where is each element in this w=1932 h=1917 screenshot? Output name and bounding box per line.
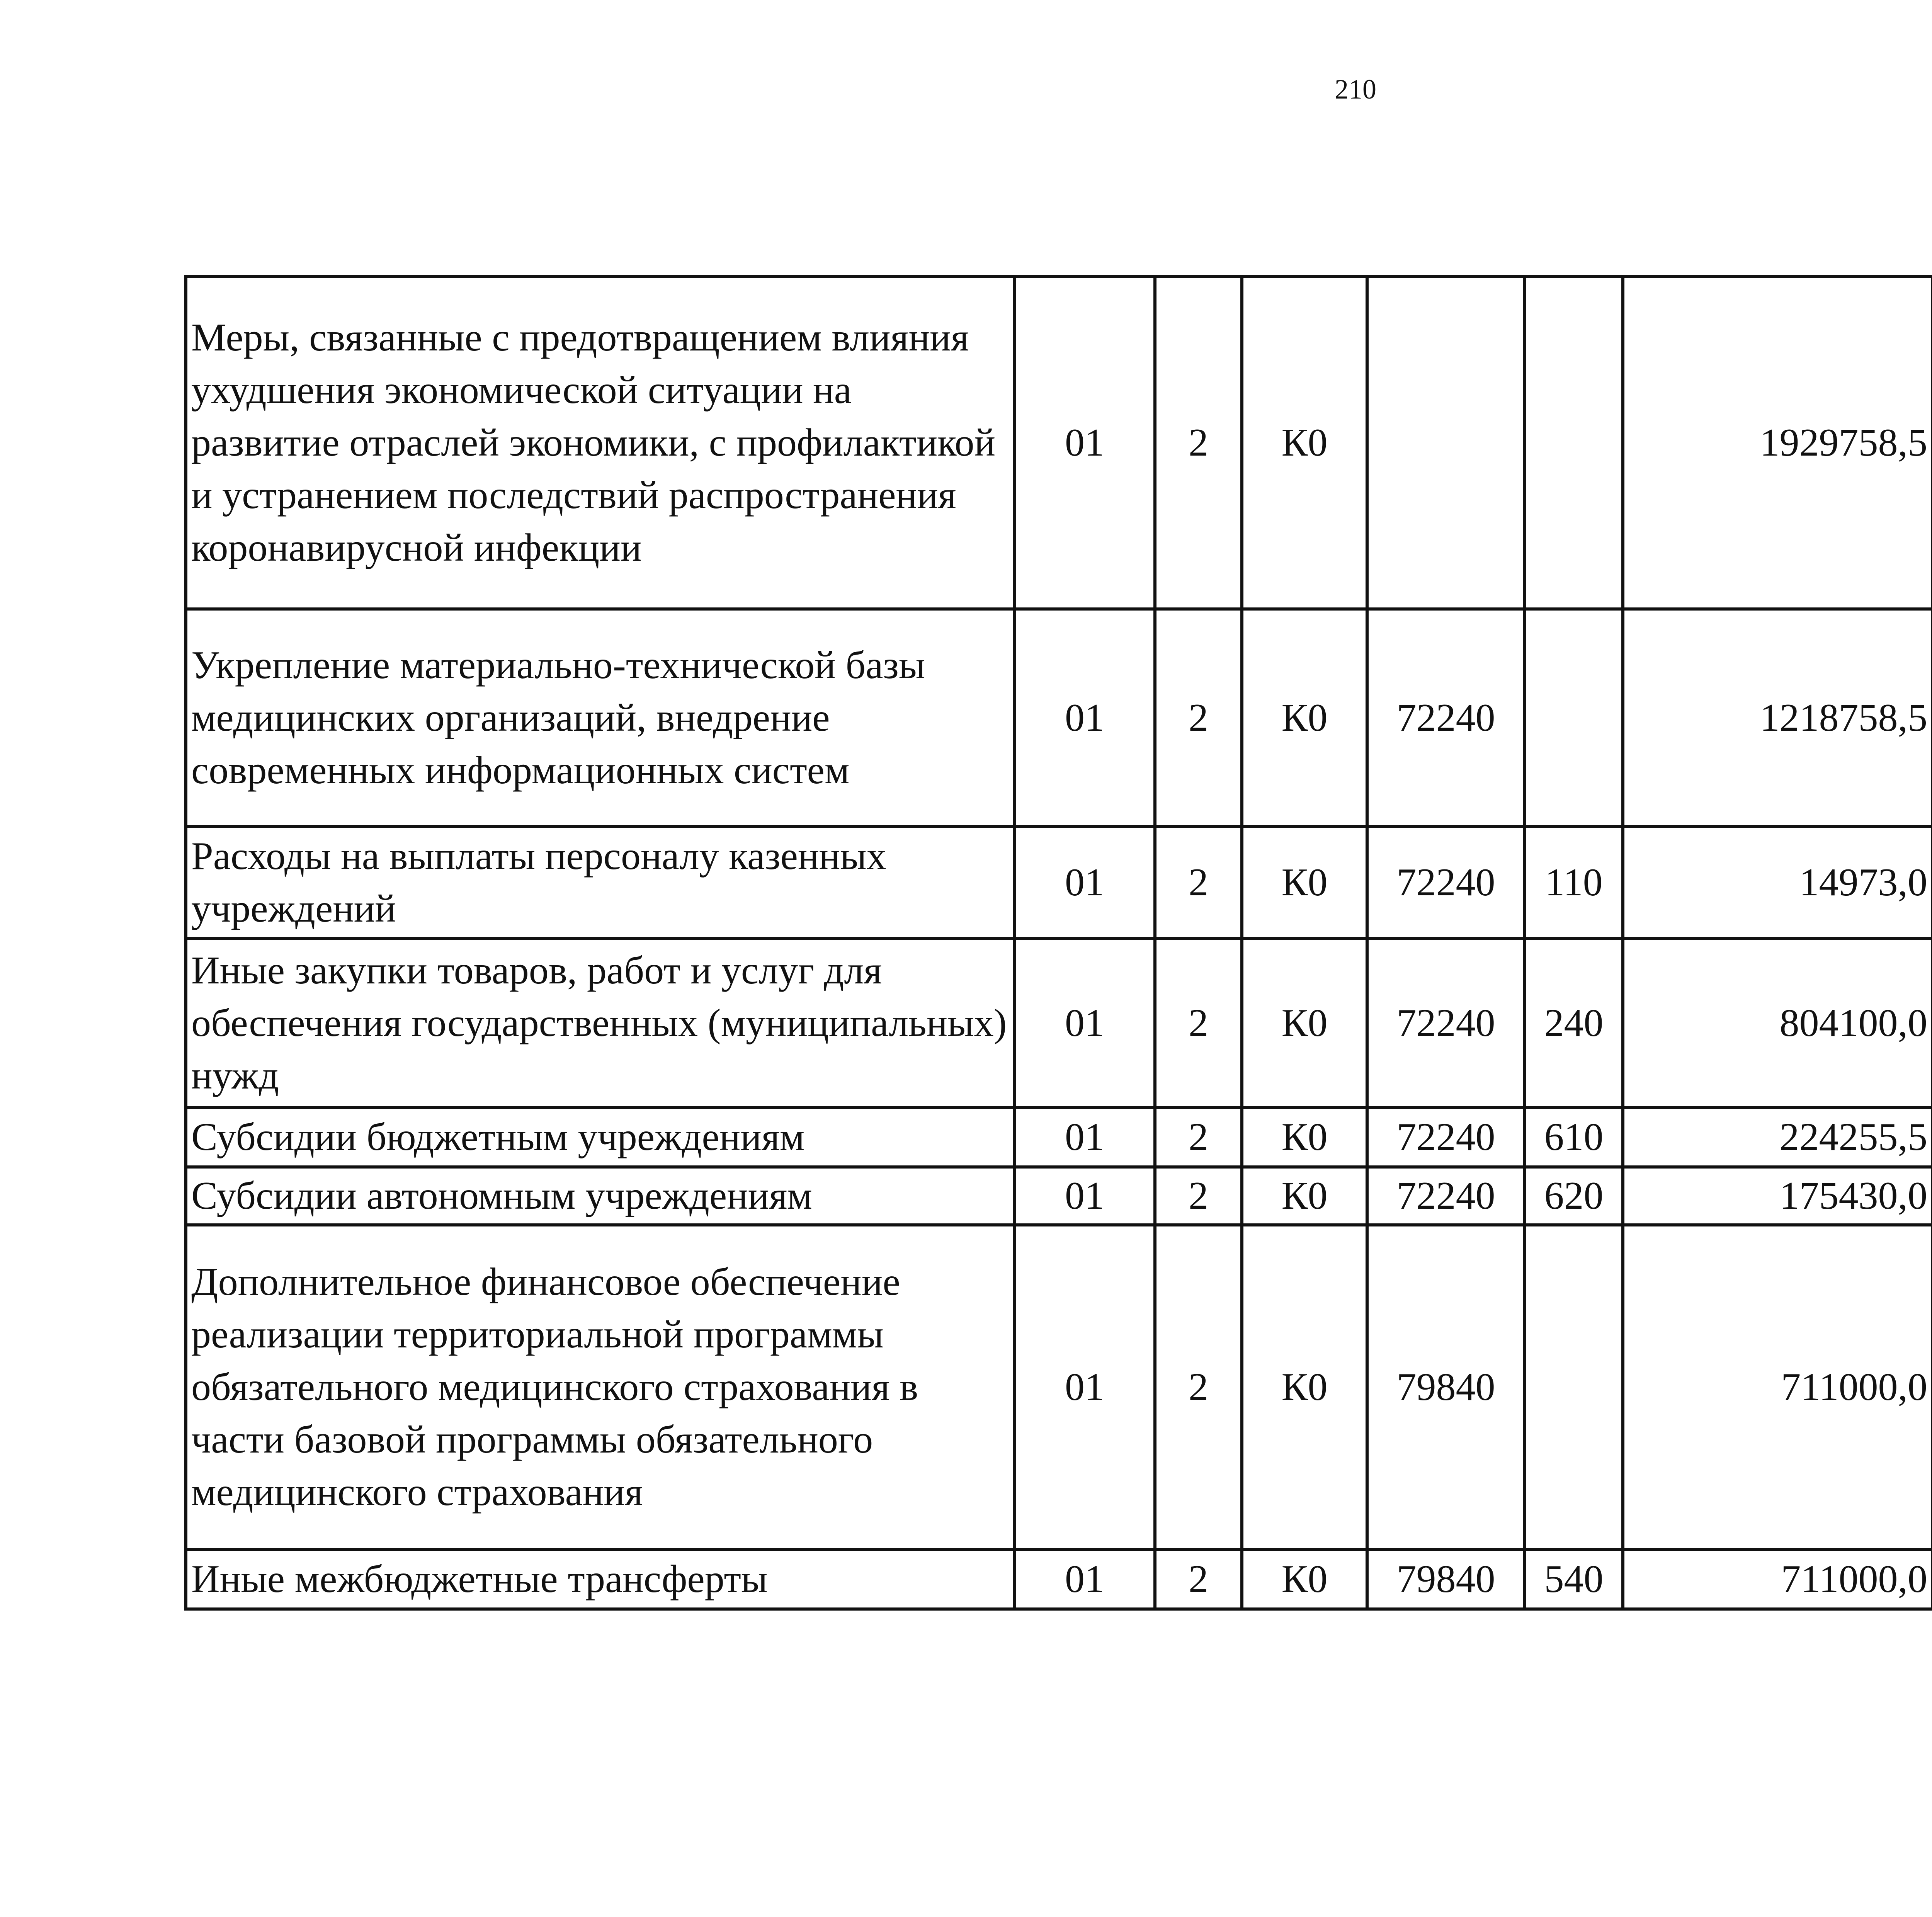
row-code-5: [1525, 277, 1623, 609]
row-code-3: К0: [1242, 1225, 1367, 1550]
row-code-3: К0: [1242, 939, 1367, 1107]
row-code-1: 01: [1014, 277, 1155, 609]
row-code-2: 2: [1155, 609, 1242, 827]
row-code-4: 72240: [1367, 939, 1525, 1107]
row-code-1: 01: [1014, 1550, 1155, 1609]
row-code-2: 2: [1155, 939, 1242, 1107]
row-amount: 711000,0: [1623, 1225, 1932, 1550]
row-name: Иные межбюджетные трансферты: [186, 1550, 1014, 1609]
row-code-5: 620: [1525, 1167, 1623, 1225]
table-row: [186, 1550, 1932, 1609]
row-code-4: 72240: [1367, 827, 1525, 939]
row-amount: 14973,0: [1623, 827, 1932, 939]
row-code-4: 72240: [1367, 609, 1525, 827]
row-code-2: 2: [1155, 1107, 1242, 1167]
row-code-2: 2: [1155, 1550, 1242, 1609]
row-amount: 1929758,5: [1623, 277, 1932, 609]
row-amount: 711000,0: [1623, 1550, 1932, 1609]
row-code-4: 79840: [1367, 1225, 1525, 1550]
table-row: [186, 1107, 1932, 1167]
row-code-1: 01: [1014, 1225, 1155, 1550]
row-code-2: 2: [1155, 1225, 1242, 1550]
row-code-3: К0: [1242, 827, 1367, 939]
row-code-1: 01: [1014, 827, 1155, 939]
row-code-1: 01: [1014, 1107, 1155, 1167]
row-code-1: 01: [1014, 609, 1155, 827]
row-name: Субсидии автономным учреждениям: [186, 1167, 1014, 1225]
row-code-5: [1525, 609, 1623, 827]
row-code-4: 79840: [1367, 1550, 1525, 1609]
row-code-4: 72240: [1367, 1107, 1525, 1167]
row-code-5: 240: [1525, 939, 1623, 1107]
row-name: Укрепление материально-технической базы медицинских организаций, внедрение современных информационных систем: [186, 609, 1014, 827]
row-code-2: 2: [1155, 827, 1242, 939]
row-code-3: К0: [1242, 277, 1367, 609]
row-name: Меры, связанные с предотвращением влияния ухудшения экономической ситуации на развитие отраслей экономики, с профилактикой и устранением последствий распространения коронавирусной инфекции: [186, 277, 1014, 609]
row-code-3: К0: [1242, 1550, 1367, 1609]
table-row: [186, 939, 1932, 1107]
table-row: [186, 1167, 1932, 1225]
row-code-3: К0: [1242, 609, 1367, 827]
table-row: [186, 1225, 1932, 1550]
row-name: Субсидии бюджетным учреждениям: [186, 1107, 1014, 1167]
row-amount: 1218758,5: [1623, 609, 1932, 827]
table-row: [186, 609, 1932, 827]
row-name: Иные закупки товаров, работ и услуг для обеспечения государственных (муниципальных) нужд: [186, 939, 1014, 1107]
table-row: [186, 277, 1932, 609]
row-code-2: 2: [1155, 1167, 1242, 1225]
row-code-5: 540: [1525, 1550, 1623, 1609]
row-name: Дополнительное финансовое обеспечение реализации территориальной программы обязательного медицинского страхования в части базовой программы обязательного медицинского страхования: [186, 1225, 1014, 1550]
page-number: 210: [1335, 74, 1376, 105]
row-name: Расходы на выплаты персоналу казенных учреждений: [186, 827, 1014, 939]
budget-table-body: [186, 277, 1932, 1609]
row-amount: 804100,0: [1623, 939, 1932, 1107]
row-code-4: 72240: [1367, 1167, 1525, 1225]
table-row: [186, 827, 1932, 939]
row-amount: 175430,0: [1623, 1167, 1932, 1225]
row-code-2: 2: [1155, 277, 1242, 609]
row-code-3: К0: [1242, 1167, 1367, 1225]
row-code-5: [1525, 1225, 1623, 1550]
row-code-5: 110: [1525, 827, 1623, 939]
row-code-1: 01: [1014, 939, 1155, 1107]
row-code-5: 610: [1525, 1107, 1623, 1167]
row-code-3: К0: [1242, 1107, 1367, 1167]
row-code-1: 01: [1014, 1167, 1155, 1225]
row-code-4: [1367, 277, 1525, 609]
row-amount: 224255,5: [1623, 1107, 1932, 1167]
budget-table: [184, 275, 1932, 1611]
